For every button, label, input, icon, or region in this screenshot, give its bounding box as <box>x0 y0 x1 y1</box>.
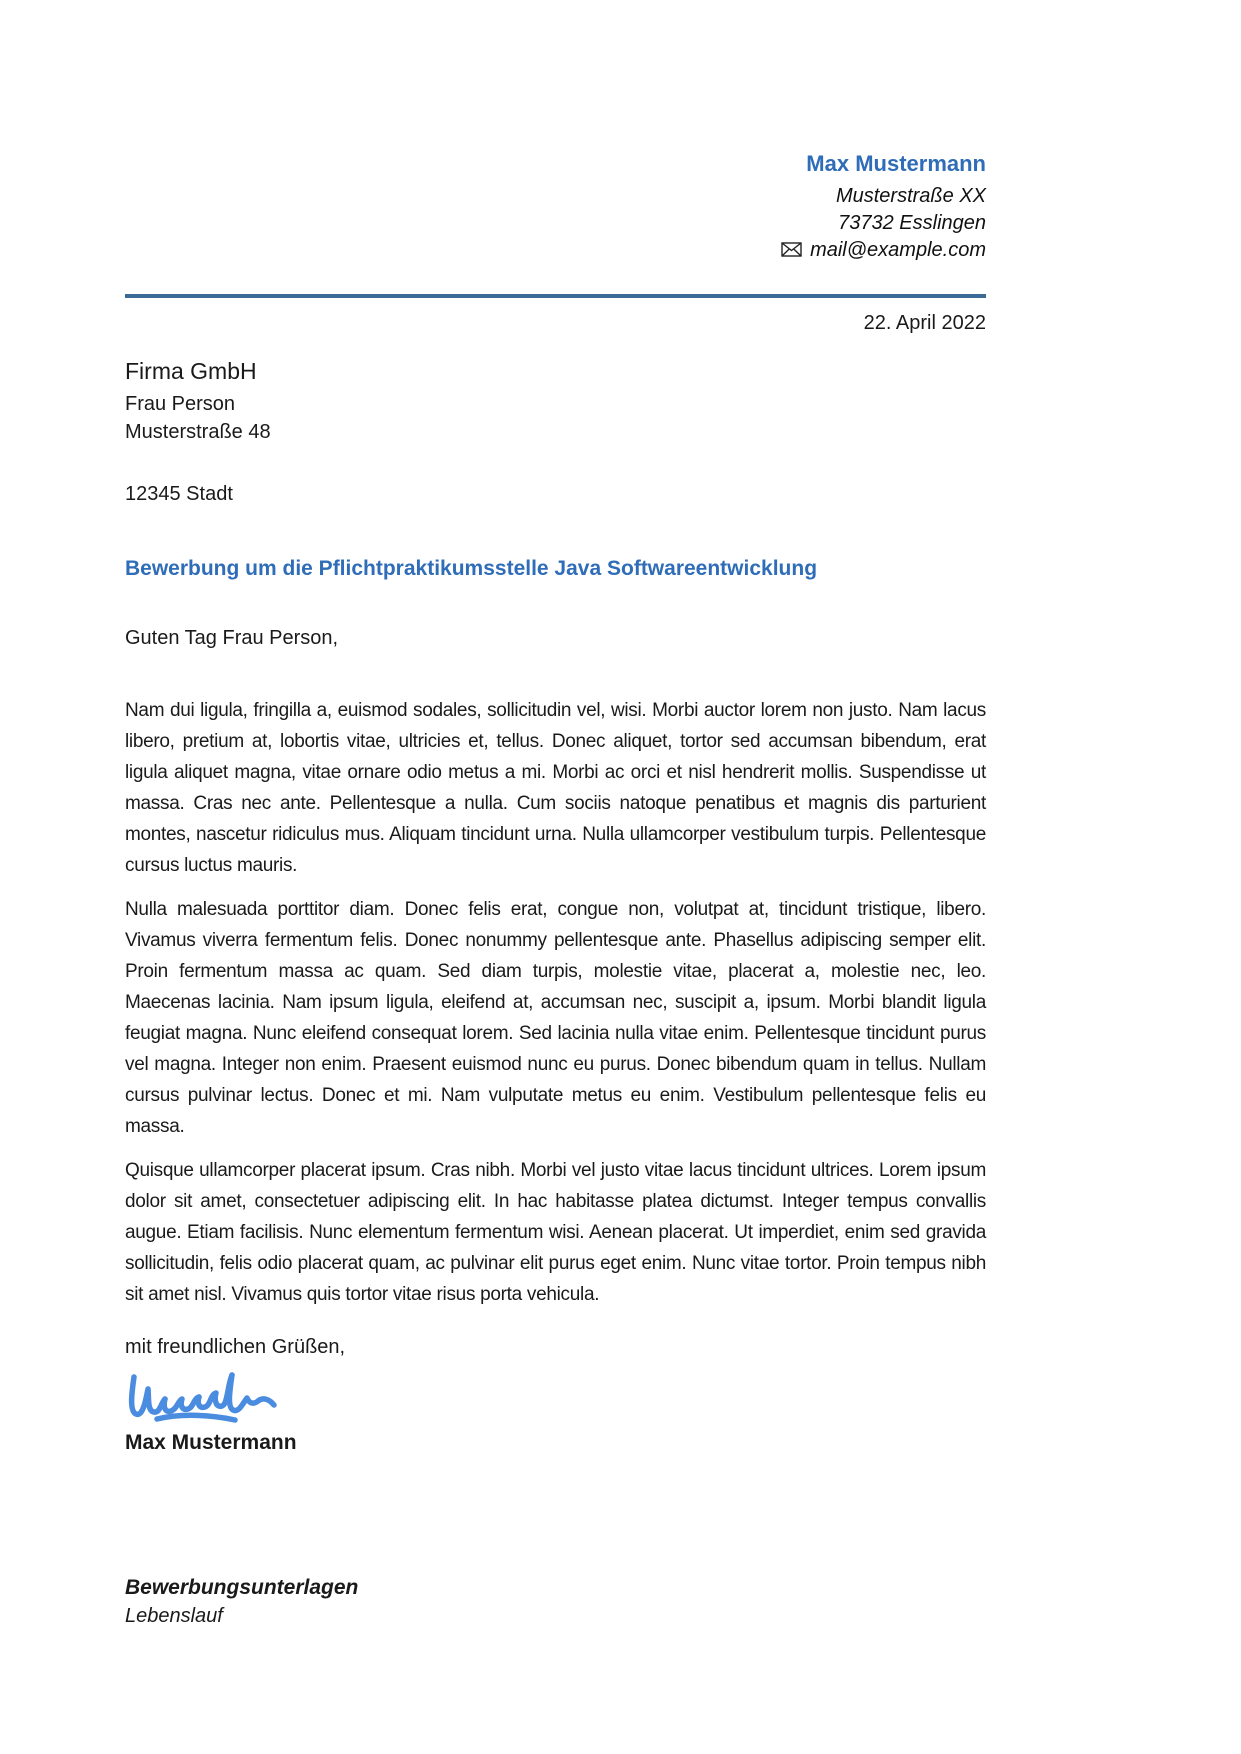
recipient-company: Firma GmbH <box>125 358 257 384</box>
handwritten-signature-icon <box>127 1363 986 1429</box>
salutation: Guten Tag Frau Person, <box>125 627 339 649</box>
attachments-block <box>125 1573 986 1631</box>
attachment-item: Lebenslauf <box>125 1605 223 1627</box>
sender-city: 73732 Esslingen <box>838 212 986 234</box>
recipient-block <box>125 356 986 508</box>
sender-name: Max Mustermann <box>806 151 986 176</box>
letter-content <box>125 0 986 1631</box>
valediction: mit freundlichen Grüßen, <box>125 1336 346 1358</box>
sender-street: Musterstraße XX <box>835 185 986 207</box>
body-paragraph-2: Nulla malesuada porttitor diam. Donec felis erat, congue non, volutpat at, tincidunt tristique, libero. Vivamus viverra fermentum felis. Donec nonummy pellentesque ante. Phasellus adipiscing semper elit. Proin fermentum massa ac quam. Sed diam turpis, molestie vitae, placerat a, molestie nec, leo. Maecenas lacinia. Nam ipsum ligula, eleifend at, accumsan nec, suscipit a, ipsum. Morbi blandit ligula feugiat magna. Nunc eleifend consequat lorem. Sed lacinia nulla vitae enim. Pellentesque tincidunt purus vel magna. Integer non enim. Praesent euismod nunc eu purus. Donec bibendum quam in tellus. Nullam cursus pulvinar lectus. Donec et mi. Nam vulputate metus eu enim. Vestibulum pellentesque felis eu massa. <box>125 899 986 1137</box>
signature-name: Max Mustermann <box>125 1431 297 1454</box>
recipient-city: 12345 Stadt <box>125 483 233 505</box>
body-paragraph-3: Quisque ullamcorper placerat ipsum. Cras nibh. Morbi vel justo vitae lacus tincidunt ultrices. Lorem ipsum dolor sit amet, consectetuer adipiscing elit. In hac habitasse platea dictumst. Integer tempus convallis augue. Etiam facilisis. Nunc elementum fermentum wisi. Aenean placerat. Ut imperdiet, enim sed gravida sollicitudin, felis odio placerat quam, ac pulvinar elit purus eget enim. Nunc vitae tortor. Proin tempus nibh sit amet nisl. Vivamus quis tortor vitae risus porta vehicula. <box>125 1160 986 1305</box>
sender-block <box>125 150 986 265</box>
envelope-icon <box>781 238 802 265</box>
date: 22. April 2022 <box>863 312 986 334</box>
attachments-heading: Bewerbungsunterlagen <box>125 1576 359 1599</box>
body-paragraph-1: Nam dui ligula, fringilla a, euismod sodales, sollicitudin vel, wisi. Morbi auctor lorem non justo. Nam lacus libero, pretium at, lobortis vitae, ultricies et, tellus. Donec aliquet, tortor sed accumsan bibendum, erat ligula aliquet magna, vitae ornare odio metus a mi. Morbi ac orci et nisl hendrerit mollis. Suspendisse ut massa. Cras nec ante. Pellentesque a nulla. Cum sociis natoque penatibus et magnis dis parturient montes, nascetur ridiculus mus. Aliquam tincidunt urna. Nulla ullamcorper vestibulum turpis. Pellentesque cursus luctus mauris. <box>125 700 986 876</box>
subject-line: Bewerbung um die Pflichtpraktikumsstelle Java Softwareentwicklung <box>125 557 818 580</box>
recipient-street: Musterstraße 48 <box>125 421 271 443</box>
sender-email: mail@example.com <box>810 239 986 261</box>
header-rule <box>125 294 986 298</box>
sender-email-line <box>781 237 986 264</box>
recipient-contact: Frau Person <box>125 393 236 415</box>
